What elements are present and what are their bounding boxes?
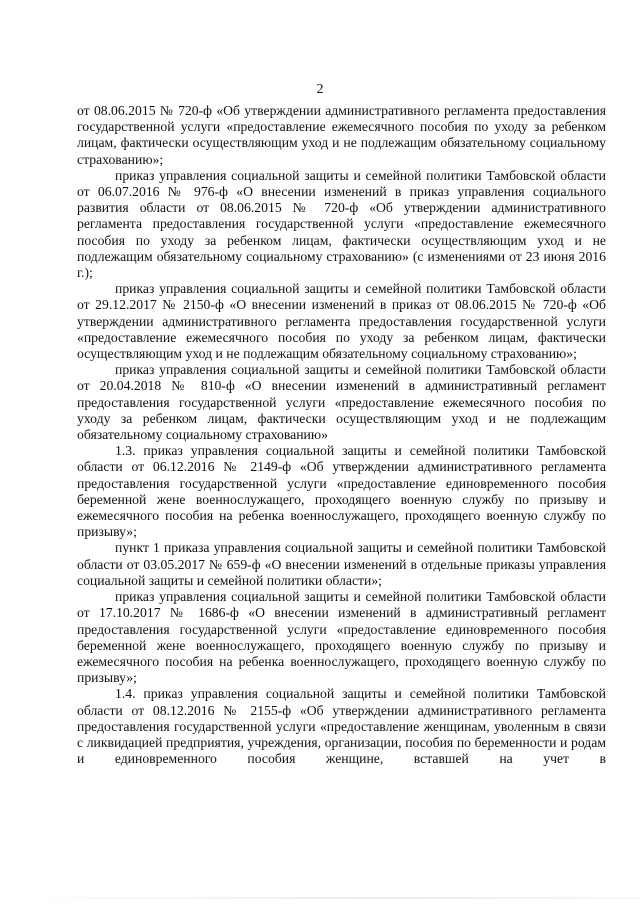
paragraph-item-1-4: 1.4. приказ управления социальной защиты и семейной политики Тамбовской области от 08.12.2016 № 2155-ф «Об утверждении административного регламента предоставления государственной услуги «предоставление женщинам, уволенным в связи с ликвидацией предприятия, учреждения, организации, пособия по беременности и родам и единовременного пособия женщине, вставшей на учет в: [77, 686, 606, 767]
paragraph-order-976-f: приказ управления социальной защиты и семейной политики Тамбовской области от 06.07.2016 № 976-ф «О внесении изменений в приказ управления социального развития области от 08.06.2015 № 720-ф «Об утверждении административного регламента предоставления государственной услуги «предоставление ежемесячного пособия по уходу за ребенком лицам, фактически осуществляющим уход и не подлежащим обязательному социальному страхованию» (с изменениями от 23 июня 2016 г.);: [77, 167, 606, 281]
paragraph-order-1686-f: приказ управления социальной защиты и семейной политики Тамбовской области от 17.10.2017 № 1686-ф «О внесении изменений в административный регламент предоставления государственной услуги «предоставление единовременного пособия беременной жене военнослужащего, проходящего военную службу по призыву и ежемесячного пособия на ребенка военнослужащего, проходящего военную службу по призыву»;: [77, 589, 606, 686]
paragraph-point-1-order-659-f: пункт 1 приказа управления социальной защиты и семейной политики Тамбовской области от 03.05.2017 № 659-ф «О внесении изменений в отдельные приказы управления социальной защиты и семейной политики области»;: [77, 540, 606, 588]
page-number: 2: [316, 82, 324, 97]
paragraph-order-810-f: приказ управления социальной защиты и семейной политики Тамбовской области от 20.04.2018 № 810-ф «О внесении изменений в административный регламент предоставления государственной услуги «предоставление ежемесячного пособия по уходу за ребенком лицам, фактически осуществляющим уход и не подлежащим обязательному социальному страхованию»: [77, 362, 606, 443]
scan-artifact-line: [0, 897, 640, 899]
paragraph-order-2150-f: приказ управления социальной защиты и семейной политики Тамбовской области от 29.12.2017 № 2150-ф «О внесении изменений в приказ от 08.06.2015 № 720-ф «Об утверждении административного регламента предоставления государственной услуги «предоставление ежемесячного пособия по уходу за ребенком лицам, фактически осуществляющим уход и не подлежащим обязательному социальному страхованию»;: [77, 281, 606, 362]
paragraph-order-720-f: от 08.06.2015 № 720-ф «Об утверждении административного регламента предоставления государственной услуги «предоставление ежемесячного пособия по уходу за ребенком лицам, фактически осуществляющим уход и не подлежащим обязательному социальному страхованию»;: [77, 103, 606, 167]
paragraph-item-1-3: 1.3. приказ управления социальной защиты и семейной политики Тамбовской области от 06.12.2016 № 2149-ф «Об утверждении административного регламента предоставления государственной услуги «предоставление единовременного пособия беременной жене военнослужащего, проходящего военную службу по призыву и ежемесячного пособия на ребенка военнослужащего, проходящего военную службу по призыву»;: [77, 443, 606, 540]
document-body: [77, 103, 606, 767]
